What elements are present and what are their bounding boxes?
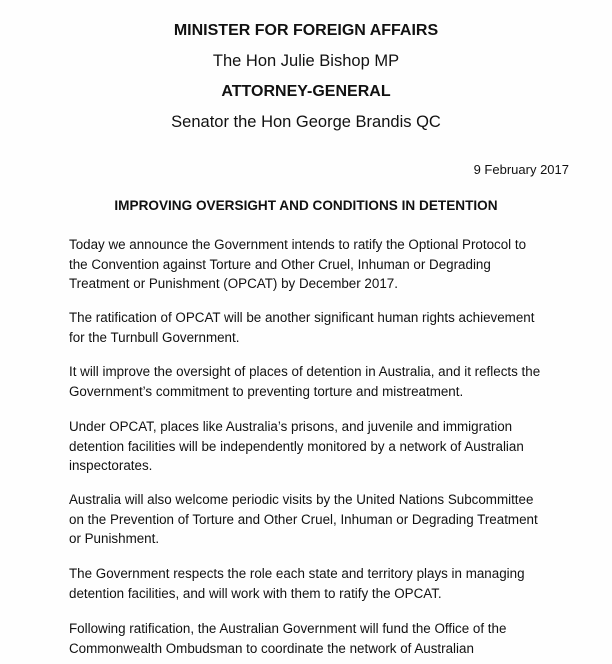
paragraph-line: Under OPCAT, places like Australia’s prisons, and juvenile and immigration	[69, 419, 513, 434]
paragraph-line: Today we announce the Government intends to ratify the Optional Protocol to	[69, 237, 527, 252]
paragraph-line: Commonwealth Ombudsman to coordinate the network of Australian	[69, 640, 474, 656]
paragraph-6	[69, 564, 589, 603]
paragraph-line: for the Turnbull Government.	[69, 329, 240, 345]
paragraph-2	[69, 308, 589, 347]
minister-role-heading: MINISTER FOR FOREIGN AFFAIRS	[173, 22, 439, 39]
paragraph-line: Following ratification, the Australian Government will fund the Office of the	[69, 621, 507, 636]
release-date: 9 February 2017	[473, 162, 569, 177]
paragraph-line: detention facilities, and will work with them to ratify the OPCAT.	[69, 585, 442, 601]
paragraph-line: on the Prevention of Torture and Other Cruel, Inhuman or Degrading Treatment	[69, 511, 538, 527]
attorney-general-name: Senator the Hon George Brandis QC	[171, 113, 441, 131]
paragraph-line: or Punishment.	[69, 531, 160, 546]
attorney-general-role-heading: ATTORNEY-GENERAL	[221, 83, 391, 100]
paragraph-line: The ratification of OPCAT will be another significant human rights achievement	[69, 310, 535, 325]
paragraph-line: Australia will also welcome periodic visits by the United Nations Subcommittee	[69, 492, 534, 507]
paragraph-line: The Government respects the role each state and territory plays in managing	[69, 566, 525, 581]
paragraph-1	[69, 235, 589, 294]
paragraph-line: Government’s commitment to preventing torture and mistreatment.	[69, 383, 464, 399]
paragraph-5	[69, 490, 589, 549]
paragraph-line: detention facilities will be independently monitored by a network of Australian	[69, 438, 524, 454]
document-title: IMPROVING OVERSIGHT AND CONDITIONS IN DETENTION	[114, 198, 498, 213]
paragraph-3	[69, 362, 589, 401]
paragraph-4	[69, 417, 589, 476]
paragraph-line: the Convention against Torture and Other Cruel, Inhuman or Degrading	[69, 256, 491, 272]
paragraph-line: Treatment or Punishment (OPCAT) by December 2017.	[69, 276, 398, 291]
minister-name: The Hon Julie Bishop MP	[212, 52, 400, 70]
paragraph-line: It will improve the oversight of places of detention in Australia, and it reflects the	[69, 364, 541, 379]
paragraph-7	[69, 619, 589, 658]
paragraph-line: inspectorates.	[69, 458, 153, 473]
